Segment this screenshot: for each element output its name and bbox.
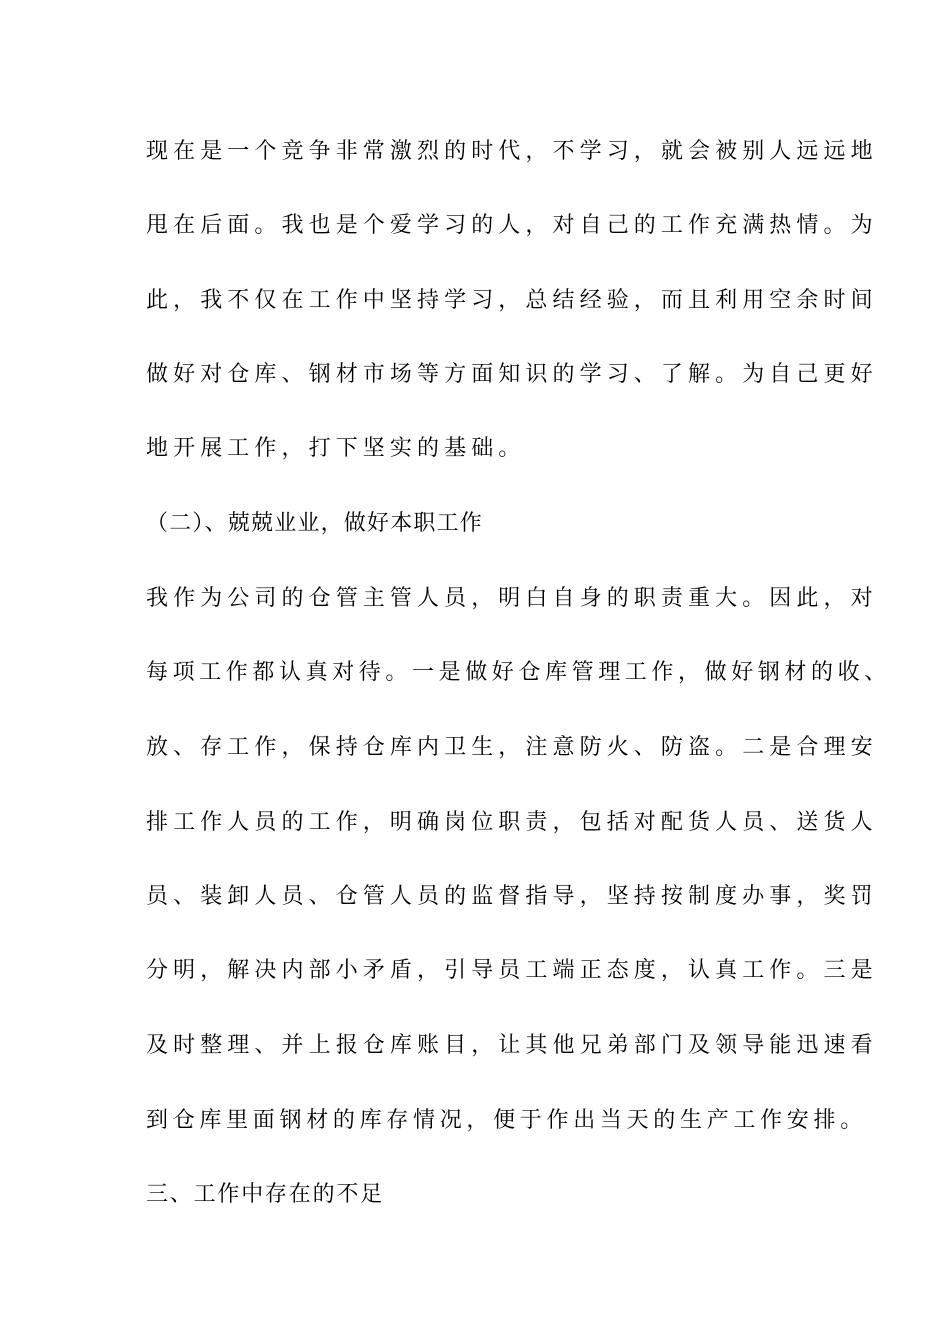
paragraph-line: 做好对仓库、钢材市场等方面知识的学习、了解。为自己更好 (146, 362, 878, 387)
paragraph-line: 员、装卸人员、仓管人员的监督指导，坚持按制度办事，奖罚 (146, 884, 878, 909)
paragraph-line: 及时整理、并上报仓库账目，让其他兄弟部门及领导能迅速看 (146, 1033, 878, 1058)
section-heading: 三、工作中存在的不足 (146, 1182, 385, 1207)
paragraph-line: 我作为公司的仓管主管人员，明白自身的职责重大。因此，对 (146, 586, 878, 611)
paragraph-line: 此，我不仅在工作中坚持学习，总结经验，而且利用空余时间 (146, 288, 878, 313)
paragraph-line: 放、存工作，保持仓库内卫生，注意防火、防盗。二是合理安 (146, 735, 878, 760)
paragraph-line: 现在是一个竞争非常激烈的时代，不学习，就会被别人远远地 (146, 139, 878, 164)
paragraph-line: 地开展工作，打下坚实的基础。 (146, 436, 526, 461)
paragraph-line: 分明，解决内部小矛盾，引导员工端正态度，认真工作。三是 (146, 958, 878, 983)
paragraph-line: 甩在后面。我也是个爱学习的人，对自己的工作充满热情。为 (146, 213, 878, 238)
section-heading: （二）、兢兢业业，做好本职工作 (146, 511, 484, 536)
paragraph-line: 到仓库里面钢材的库存情况，便于作出当天的生产工作安排。 (146, 1108, 867, 1133)
paragraph-line: 每项工作都认真对待。一是做好仓库管理工作，做好钢材的收、 (146, 660, 891, 685)
paragraph-line: 排工作人员的工作，明确岗位职责，包括对配货人员、送货人 (146, 810, 878, 835)
